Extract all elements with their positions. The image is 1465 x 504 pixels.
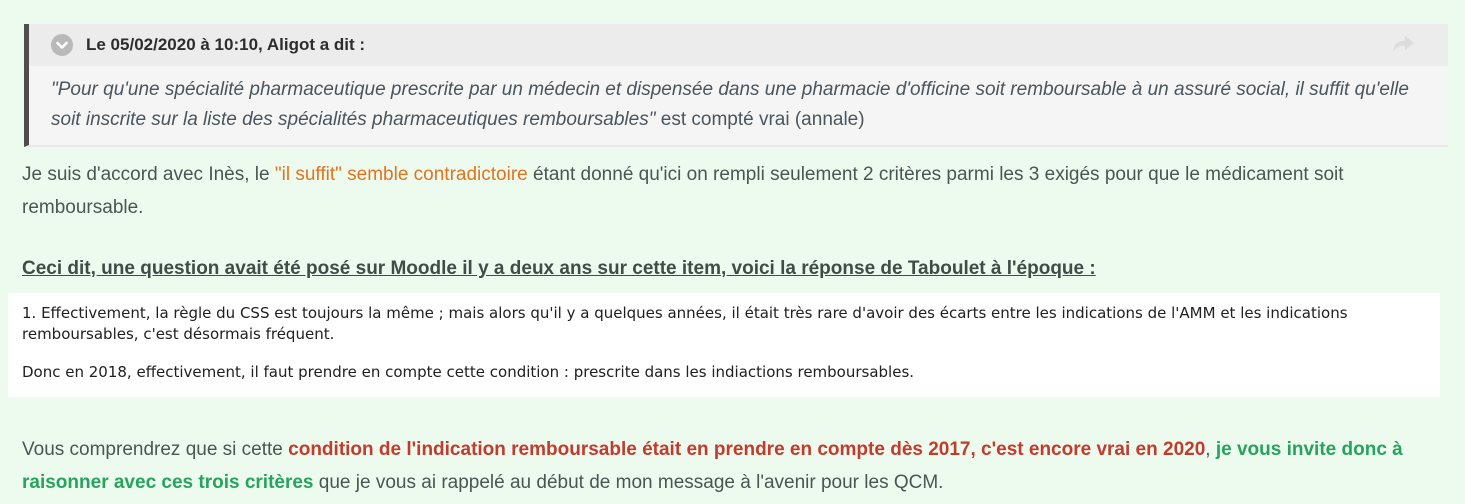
reply-p2-text-end: que je vous ai rappelé au début de mon message à l'avenir pour les QCM. <box>313 472 944 493</box>
quote-header <box>29 24 1448 66</box>
green-highlight-text: je vous invite donc à raisonner avec ces trois critères <box>22 439 1403 493</box>
reply-p2-separator: , <box>1205 439 1216 460</box>
reply-paragraph-2 <box>0 433 1465 499</box>
reply-p1-text-start: Je suis d'accord avec Inès, le <box>22 164 275 185</box>
section-heading: Ceci dit, une question avait été posé sur Moodle il y a deux ans sur cette item, voici la réponse de Taboulet à l'époque : <box>22 258 1096 279</box>
reply-p1-text-end: étant donné qu'ici on rempli seulement 2 critères parmi les 3 exigés pour que le médicament soit remboursable. <box>22 164 1344 218</box>
reply-paragraph-1 <box>0 158 1465 224</box>
moodle-answer-paragraph-2: Donc en 2018, effectivement, il faut prendre en compte cette condition : prescrite dans les indiactions remboursables. <box>22 363 915 381</box>
quote-content <box>29 66 1448 145</box>
quote-block <box>24 24 1448 147</box>
red-highlight-text: condition de l'indication remboursable était en prendre en compte dès 2017, c'est encore vrai en 2020 <box>288 439 1206 460</box>
reply-p2-text-start: Vous comprendrez que si cette <box>22 439 289 460</box>
quote-citation-title: Le 05/02/2020 à 10:10, Aligot a dit : <box>86 35 366 54</box>
orange-highlight-text: "il suffit" semble contradictoire <box>274 164 528 185</box>
forum-post <box>0 24 1465 499</box>
moodle-answer-paragraph-1: 1. Effectivement, la règle du CSS est toujours la même ; mais alors qu'il y a quelques années, il était très rare d'avoir des écarts entre les indications de l'AMM et les indications remboursables, c'est désormais fréquent. <box>22 304 1348 343</box>
collapse-quote-icon[interactable] <box>51 34 73 56</box>
quote-verdict: est compté vrai (annale) <box>655 109 865 130</box>
quoted-statement: "Pour qu'une spécialité pharmaceutique prescrite par un médecin et dispensée dans une pharmacie d'officine soit remboursable à un assuré social, il suffit qu'elle soit inscrite sur la liste des spécialités pharmaceutiques remboursables" <box>51 79 1409 130</box>
quote-share-arrow-icon[interactable] <box>1390 34 1416 56</box>
moodle-answer-box <box>8 293 1440 397</box>
